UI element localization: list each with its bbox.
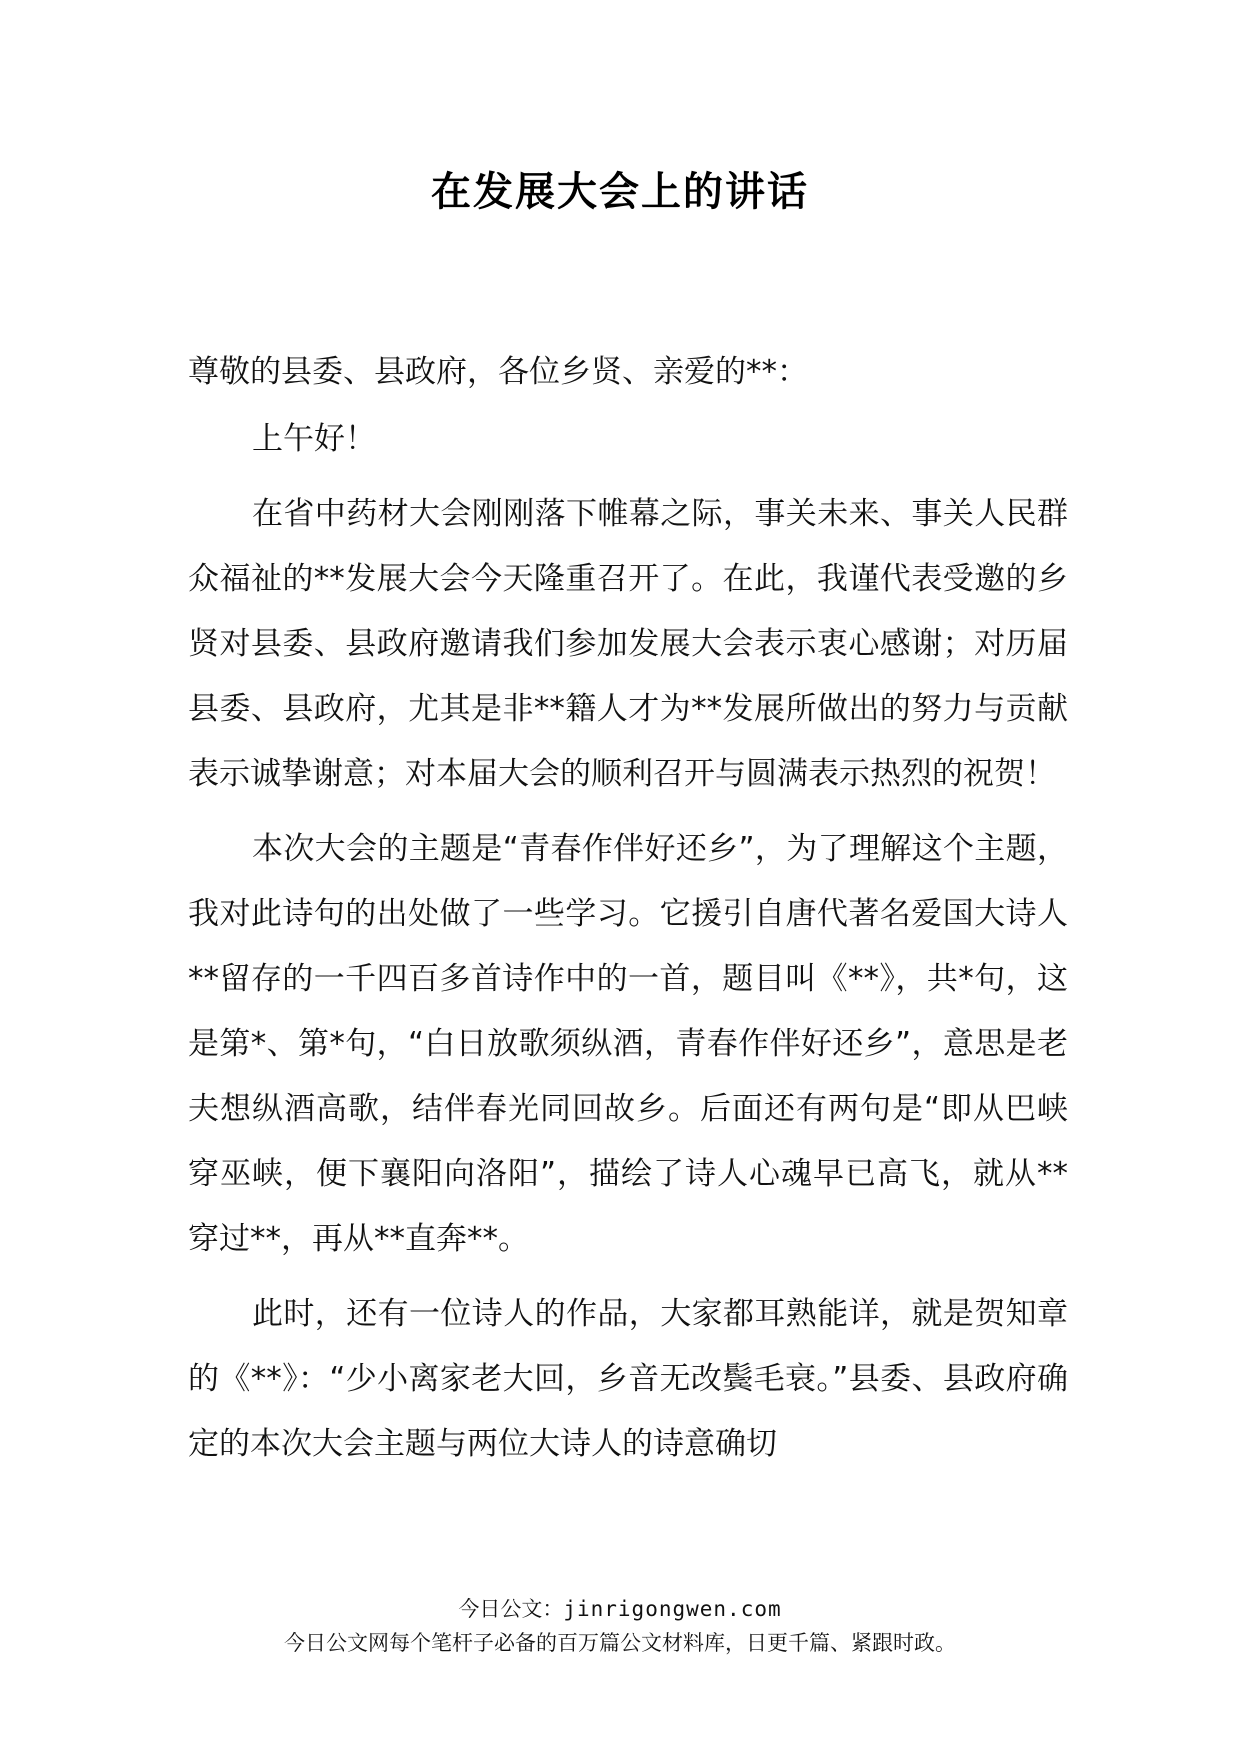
paragraph-poem: 此时，还有一位诗人的作品，大家都耳熟能详，就是贺知章的《**》：“少小离家老大回，乡音无改鬓毛衰。”县委、县政府确定的本次大会主题与两位大诗人的诗意确切 xyxy=(188,1296,1068,1462)
footer-slogan: 今日公文网每个笔杆子必备的百万篇公文材料库，日更千篇、紧跟时政。 xyxy=(284,1631,956,1655)
paragraph-theme: 本次大会的主题是“青春作伴好还乡”，为了理解这个主题，我对此诗句的出处做了一些学习。它援引自唐代著名爱国大诗人**留存的一千四百多首诗作中的一首，题目叫《**》，共*句，这是第*、第*句，“白日放歌须纵酒，青春作伴好还乡”，意思是老夫想纵酒高歌，结伴春光同回故乡。后面还有两句是“即从巴峡穿巫峡，便下襄阳向洛阳”，描绘了诗人心魂早已高飞，就从**穿过**，再从**直奔**。 xyxy=(188,831,1068,1257)
paragraph-opening: 在省中药材大会刚刚落下帷幕之际，事关未来、事关人民群众福祉的**发展大会今天隆重召开了。在此，我谨代表受邀的乡贤对县委、县政府邀请我们参加发展大会表示衷心感谢；对历届县委、县政府，尤其是非**籍人才为**发展所做出的努力与贡献表示诚挚谢意；对本届大会的顺利召开与圆满表示热烈的祝贺！ xyxy=(188,496,1068,792)
page-footer xyxy=(0,1592,1240,1660)
footer-site-line xyxy=(0,1592,1240,1626)
footer-site-label: 今日公文： xyxy=(458,1597,564,1621)
paragraph-greeting: 上午好！ xyxy=(252,421,376,457)
salutation: 尊敬的县委、县政府，各位乡贤、亲爱的**： xyxy=(188,354,808,390)
document-title: 在发展大会上的讲话 xyxy=(431,169,809,215)
footer-site-link[interactable]: jinrigongwen.com xyxy=(563,1597,782,1621)
document-body xyxy=(188,340,1068,1487)
